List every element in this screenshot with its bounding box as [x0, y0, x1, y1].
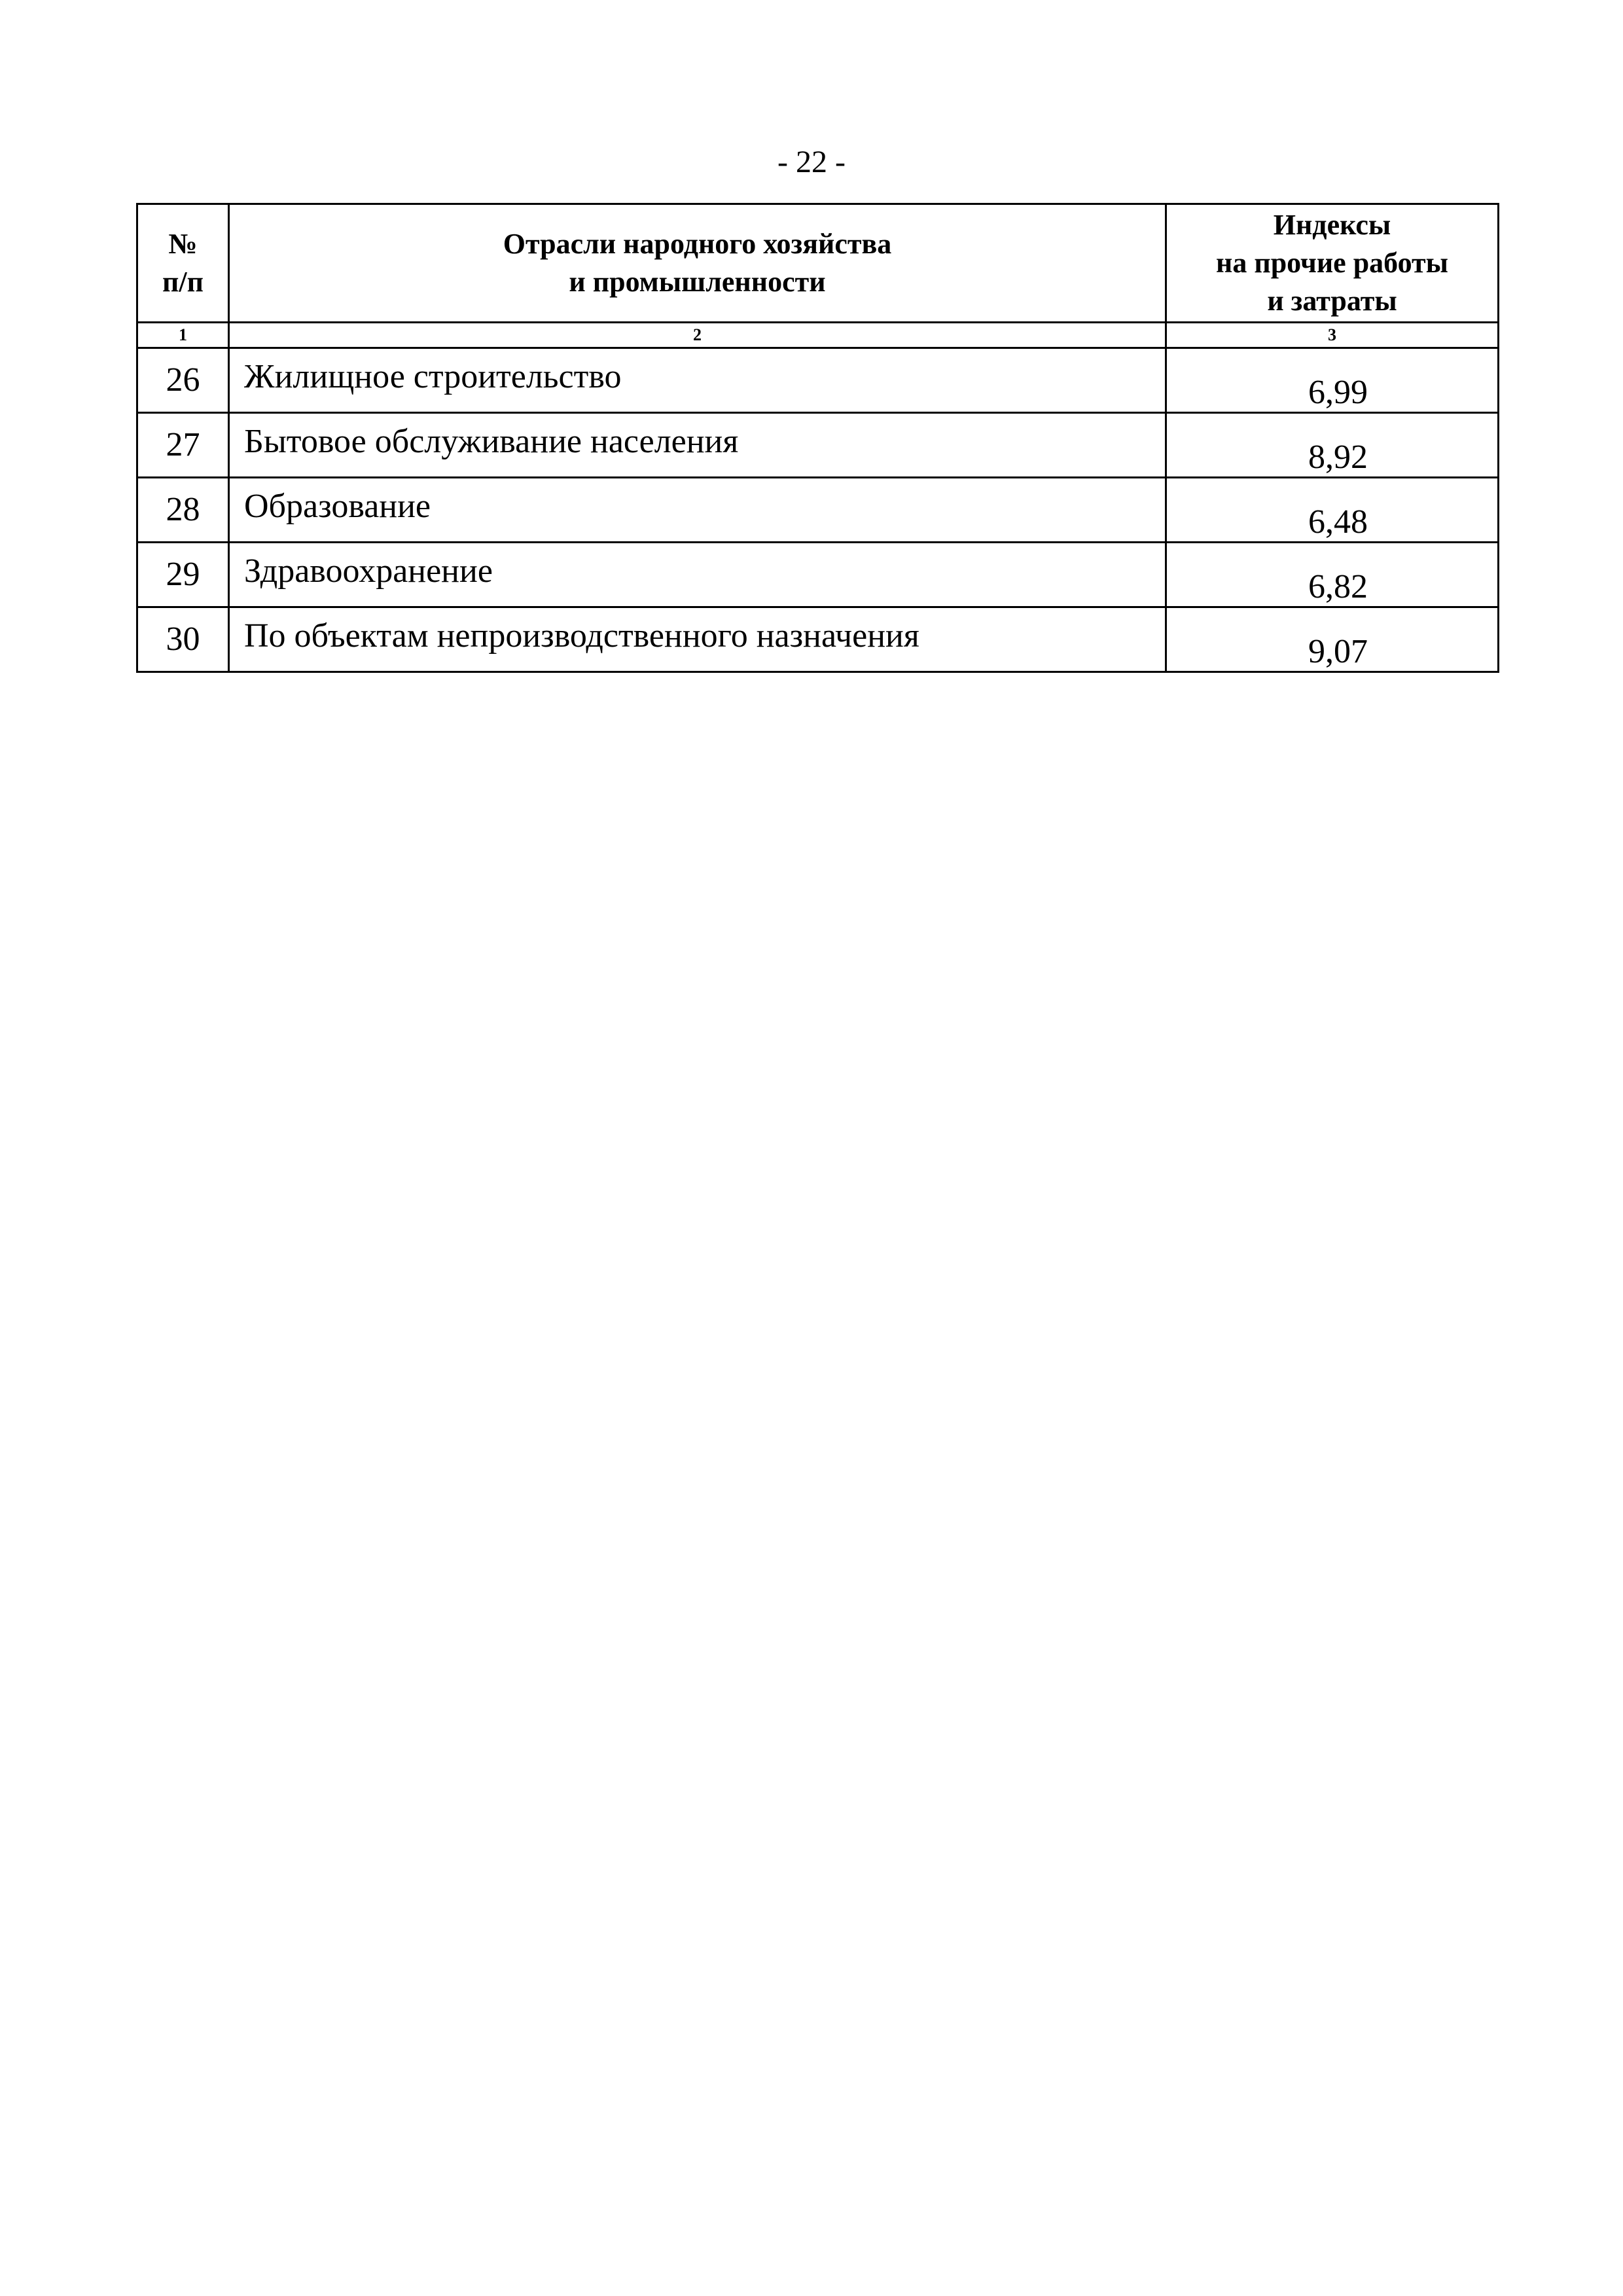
sector-name: Образование — [229, 478, 1166, 543]
row-number: 26 — [137, 348, 229, 413]
sector-name: По объектам непроизводственного назначения — [229, 607, 1166, 672]
table-row — [137, 478, 1499, 543]
sector-name: Здравоохранение — [229, 543, 1166, 607]
column-number: 1 — [137, 323, 229, 348]
header-index-line: и затраты — [1267, 285, 1397, 317]
column-number: 2 — [229, 323, 1166, 348]
index-table — [136, 203, 1499, 673]
header-sector — [229, 204, 1166, 323]
header-index — [1166, 204, 1499, 323]
table-row — [137, 607, 1499, 672]
header-sector-line: и промышленности — [569, 266, 826, 298]
table-row — [137, 543, 1499, 607]
header-sector-line: Отрасли народного хозяйства — [503, 228, 892, 260]
index-value: 9,07 — [1166, 607, 1499, 672]
header-number-line: п/п — [162, 266, 204, 298]
table-row — [137, 348, 1499, 413]
header-number — [137, 204, 229, 323]
index-value: 6,82 — [1166, 543, 1499, 607]
column-number: 3 — [1166, 323, 1499, 348]
header-number-line: № — [168, 228, 198, 260]
index-value: 6,99 — [1166, 348, 1499, 413]
table-row — [137, 413, 1499, 478]
column-number-row — [137, 323, 1499, 348]
header-index-line: на прочие работы — [1215, 247, 1448, 279]
index-value: 6,48 — [1166, 478, 1499, 543]
row-number: 27 — [137, 413, 229, 478]
table-header-row — [137, 204, 1499, 323]
sector-name: Бытовое обслуживание населения — [229, 413, 1166, 478]
header-index-line: Индексы — [1273, 209, 1391, 241]
sector-name: Жилищное строительство — [229, 348, 1166, 413]
index-value: 8,92 — [1166, 413, 1499, 478]
row-number: 30 — [137, 607, 229, 672]
page-number: - 22 - — [777, 145, 846, 179]
row-number: 29 — [137, 543, 229, 607]
row-number: 28 — [137, 478, 229, 543]
